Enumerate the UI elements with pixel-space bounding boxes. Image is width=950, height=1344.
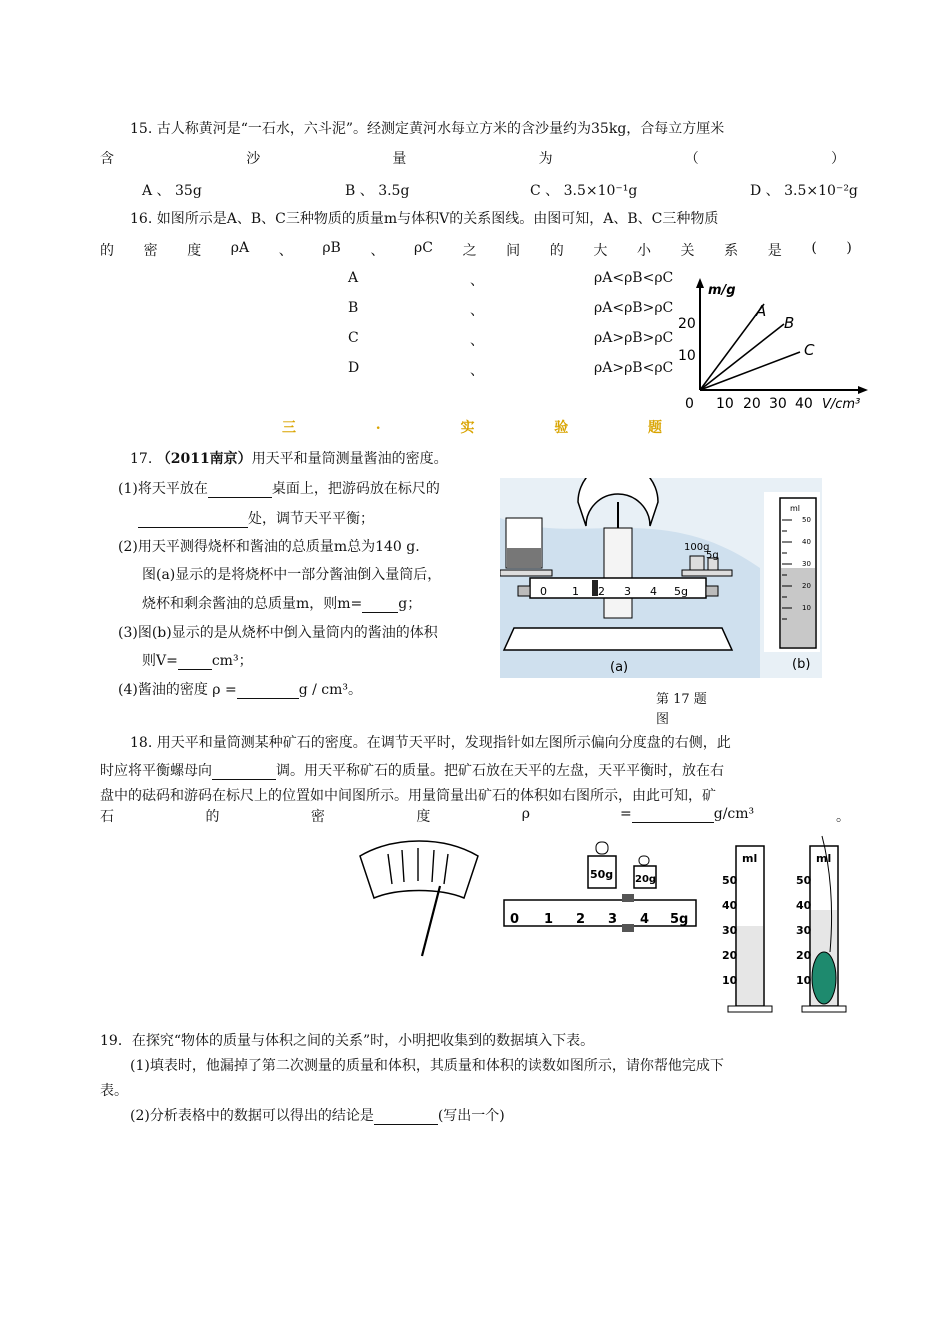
q17-blank-surface[interactable] — [208, 481, 272, 498]
graph-xtick-30: 30 — [769, 396, 787, 412]
graph-ytick-20: 20 — [678, 316, 696, 332]
q17-pillar — [604, 528, 632, 618]
q15-line2-word-2: 量 — [392, 151, 407, 167]
graph-xtick-10: 10 — [716, 396, 734, 412]
q15-option-b: B 、 3.5g — [345, 183, 410, 199]
q17-blank-density[interactable] — [237, 682, 299, 699]
q17-weight-100g — [690, 556, 704, 570]
q17-scale-4: 4 — [650, 585, 657, 598]
q16-option-b-sep: 、 — [470, 303, 484, 319]
q17-step1-cont: 处，调节天平平衡； — [138, 508, 374, 528]
graph-label-b: B — [784, 314, 795, 332]
graph-xlabel: V/cm³ — [822, 397, 861, 412]
q17-cyl-tick-30: 30 — [802, 560, 811, 568]
q18-weight-20g-label: 20g — [635, 874, 657, 885]
q17-caption-2: 图 — [656, 712, 670, 727]
q18-cyl2-tick-10: 10 — [796, 974, 812, 987]
q16-option-d-sep: 、 — [470, 363, 484, 379]
q18-scale-5g: 5g — [670, 912, 689, 927]
q17-cyl-tick-50: 50 — [802, 516, 811, 524]
q16-line2-word-0: 的 — [100, 243, 114, 259]
q17-stem: 用天平和量筒测量酱油的密度。 — [251, 451, 448, 467]
q16-line2-word-11: 大 — [593, 243, 608, 259]
q16-line2-word-8: 之 — [462, 243, 477, 259]
q18-cyl1-tick-50: 50 — [722, 874, 738, 887]
q17-heading — [130, 448, 448, 468]
q16-line2-word-10: 的 — [549, 243, 564, 259]
q16-option-d-text: ρA>ρB<ρC — [594, 360, 674, 376]
q17-scale-0: 0 — [540, 585, 547, 598]
q18-line4-word-4: ρ — [521, 806, 530, 822]
q16-line2-word-4: 、 — [278, 243, 293, 259]
q18-weight-50g-label: 50g — [590, 868, 614, 881]
q18-weight-20g-knob — [639, 856, 649, 865]
q17-figure — [500, 478, 822, 678]
q17-number: 17. — [130, 451, 153, 467]
q16-line2-word-17: ) — [846, 240, 852, 256]
graph-x-arrow — [858, 386, 868, 394]
q17-scale-5g: 5g — [674, 585, 688, 598]
q17-step3: (3)图(b)显示的是从烧杯中倒入量筒内的酱油的体积 — [118, 625, 438, 641]
q17-scale-2: 2 — [598, 585, 605, 598]
q18-rider-top — [622, 894, 634, 902]
graph-y-arrow — [696, 278, 704, 288]
q18-cyl2-tick-20: 20 — [796, 949, 812, 962]
q16-option-c-letter: C — [348, 330, 359, 346]
q18-cyl2-tick-30: 30 — [796, 924, 812, 937]
q18-cyl1-unit: ml — [742, 852, 758, 865]
q18-cyl1-tick-20: 20 — [722, 949, 738, 962]
q16-line2-word-16: ( — [811, 240, 817, 256]
q18-scale-0: 0 — [510, 912, 520, 927]
q15-line2-word-1: 沙 — [246, 151, 261, 167]
q18-line4-word-1: 的 — [205, 809, 220, 825]
q18-cylinder-1-base — [728, 1006, 772, 1012]
q18-period: 。 — [836, 809, 850, 825]
section-title-word-4: 题 — [648, 420, 662, 436]
q16-line2-word-13: 关 — [680, 243, 695, 259]
q18-cyl2-unit: ml — [816, 852, 832, 865]
graph-xtick-0: 0 — [685, 396, 694, 412]
q16-line2-word-12: 小 — [636, 243, 651, 259]
q18-line2: 时应将平衡螺母向 调。用天平称矿石的质量。把矿石放在天平的左盘，天平平衡时，放在右 — [100, 763, 724, 779]
q17-source: （2011南京） — [156, 451, 252, 467]
q16-mv-graph — [672, 276, 872, 412]
q18-line3: 盘中的砝码和游码在标尺上的位置如中间图所示。用量筒量出矿石的体积如右图所示，由此可知，矿 — [100, 788, 716, 804]
q19-line3: 表。 — [100, 1083, 128, 1099]
graph-label-a: A — [756, 302, 767, 320]
q17-step2: (2)用天平测得烧杯和酱油的总质量m总为140 g. — [118, 539, 420, 555]
q17-cyl-tick-40: 40 — [802, 538, 811, 546]
graph-xtick-40: 40 — [795, 396, 813, 412]
q18-blank-direction[interactable] — [212, 763, 276, 780]
q16-option-d-letter: D — [348, 360, 360, 376]
q17-rider — [592, 580, 598, 596]
q17-blank-volume[interactable] — [178, 653, 212, 670]
q18-scale-1: 1 — [544, 912, 554, 927]
q16-line2-word-6: 、 — [370, 243, 385, 259]
q17-left-pan — [500, 570, 552, 576]
q16-option-c-text: ρA>ρB>ρC — [594, 330, 674, 346]
q18-blank-density[interactable] — [632, 806, 714, 823]
q16-line2 — [100, 240, 852, 260]
q17-step3-vol: 则V= cm³； — [142, 653, 253, 669]
q15-line2 — [100, 148, 845, 168]
q18-cyl1-tick-30: 30 — [722, 924, 738, 937]
q16-line2-word-7: ρC — [414, 240, 433, 256]
section-title-word-1: . — [375, 417, 381, 433]
section-title-word-0: 三 — [282, 420, 296, 436]
q19-line4: (2)分析表格中的数据可以得出的结论是 (写出一个) — [130, 1108, 505, 1124]
q15-line2-word-0: 含 — [100, 151, 114, 167]
q16-line1: 16. 如图所示是A、B、C三种物质的质量m与体积V的关系图线。由图可知，A、B、C三种物质 — [130, 211, 719, 227]
q18-density-answer: = g/cm³ — [620, 806, 755, 822]
q15-line1: 15. 古人称黄河是“一石水，六斗泥”。经测定黄河水每立方米的含沙量约为35kg，合每立方厘米 — [130, 121, 725, 137]
q15-option-a: A 、 35g — [142, 183, 202, 199]
q16-line2-word-5: ρB — [322, 240, 341, 256]
q18-cylinder-2-base — [802, 1006, 846, 1012]
q17-step2-mass: 烧杯和剩余酱油的总质量m，则m= g； — [142, 596, 422, 612]
graph-ylabel: m/g — [708, 283, 736, 298]
q15-option-c: C 、 3.5×10⁻¹g — [530, 183, 638, 199]
q18-line4-word-0: 石 — [100, 809, 114, 825]
section-title-word-2: 实 — [460, 420, 475, 436]
q16-line2-word-1: 密 — [143, 243, 158, 259]
q16-option-b-letter: B — [348, 300, 359, 316]
q18-line1: 18. 用天平和量筒测某种矿石的密度。在调节天平时，发现指针如左图所示偏向分度盘的右侧，此 — [130, 735, 731, 751]
q16-line2-word-9: 间 — [506, 243, 521, 259]
q17-right-nut — [706, 586, 718, 596]
q17-step2-desc: 图(a)显示的是将烧杯中一部分酱油倒入量筒后， — [142, 567, 442, 583]
q18-line4-word-3: 度 — [416, 809, 431, 825]
q19-blank-conclusion[interactable] — [374, 1108, 438, 1125]
q17-left-nut — [518, 586, 530, 596]
q18-scale-4: 4 — [640, 912, 650, 927]
q17-blank-mass[interactable] — [362, 596, 398, 613]
q16-option-b-text: ρA<ρB>ρC — [594, 300, 674, 316]
q15-option-d: D 、 3.5×10⁻²g — [750, 183, 858, 199]
q17-fig-a-label: (a) — [610, 660, 629, 675]
q18-cyl1-tick-40: 40 — [722, 899, 738, 912]
q15-line2-word-4: （ — [684, 151, 699, 167]
section-title-experiment — [282, 417, 662, 437]
q18-scale-3: 3 — [608, 912, 618, 927]
graph-ytick-10: 10 — [678, 348, 696, 364]
q17-blank-zero-mark[interactable] — [138, 511, 248, 528]
q16-line2-word-15: 是 — [767, 243, 782, 259]
q17-weight-5g-label: 5g — [706, 550, 719, 561]
q17-scale-3: 3 — [624, 585, 631, 598]
q17-step1: (1)将天平放在 桌面上，把游码放在标尺的 — [118, 481, 440, 497]
q16-line2-word-2: 度 — [187, 243, 202, 259]
q18-pointer — [422, 886, 440, 956]
q18-figure — [344, 826, 850, 1020]
q17-cyl-tick-20: 20 — [802, 582, 811, 590]
q17-step4: (4)酱油的密度 ρ = g / cm³。 — [118, 682, 363, 698]
q18-scale-2: 2 — [576, 912, 586, 927]
q18-scale — [504, 900, 696, 926]
q17-soy-sauce — [507, 548, 541, 568]
q17-fig-b-label: (b) — [792, 657, 811, 672]
q17-balance-base — [504, 628, 732, 650]
graph-xtick-20: 20 — [743, 396, 761, 412]
q15-line2-word-5: ） — [830, 151, 845, 167]
q18-weight-50g-knob — [596, 842, 608, 854]
q18-ore — [812, 952, 836, 1004]
q17-scale-1: 1 — [572, 585, 579, 598]
q18-cyl2-tick-50: 50 — [796, 874, 812, 887]
q17-cylinder-unit: ml — [790, 504, 801, 513]
q18-line4-words — [100, 806, 530, 826]
q16-option-a-sep: 、 — [470, 273, 484, 289]
q16-option-a-text: ρA<ρB<ρC — [594, 270, 674, 286]
q18-dial — [360, 841, 478, 898]
q17-cyl-tick-10: 10 — [802, 604, 811, 612]
q19-line2: (1)填表时，他漏掉了第二次测量的质量和体积，其质量和体积的读数如图所示，请你帮他完成下 — [130, 1058, 724, 1074]
q18-cylinder-1-water — [737, 926, 763, 1005]
q17-caption: 第 17 题 — [656, 692, 707, 707]
q17-right-pan — [682, 570, 732, 576]
q15-line2-word-3: 为 — [538, 151, 553, 167]
q17-weight-100g-label: 100g — [684, 542, 710, 553]
q16-line2-word-14: 系 — [724, 243, 739, 259]
q18-cyl2-tick-40: 40 — [796, 899, 812, 912]
q18-line4-word-2: 密 — [310, 809, 325, 825]
q16-line2-word-3: ρA — [230, 240, 250, 256]
q18-rider-bottom — [622, 924, 634, 932]
section-title-word-3: 验 — [554, 420, 569, 436]
q16-option-c-sep: 、 — [470, 333, 484, 349]
q16-option-a-letter: A — [348, 270, 359, 286]
q18-cyl1-tick-10: 10 — [722, 974, 738, 987]
q19-line1: 19．在探究“物体的质量与体积之间的关系”时，小明把收集到的数据填入下表。 — [100, 1033, 595, 1049]
graph-label-c: C — [804, 341, 815, 359]
